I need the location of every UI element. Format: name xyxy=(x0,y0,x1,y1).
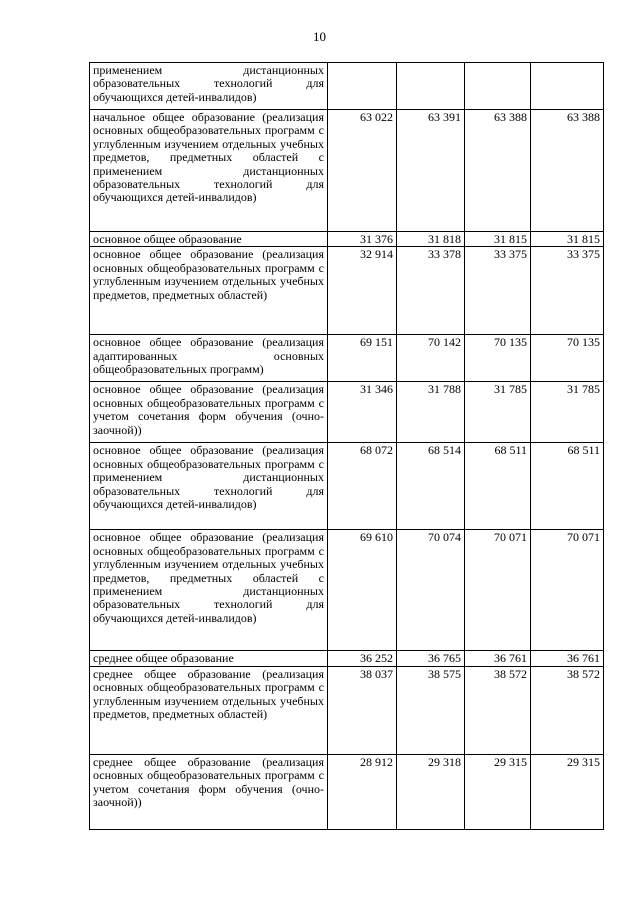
value-cell: 33 378 xyxy=(397,247,465,335)
value-cell: 28 912 xyxy=(328,754,397,829)
value-cell: 38 572 xyxy=(465,666,531,754)
value-cell xyxy=(397,63,465,110)
value-cell: 31 785 xyxy=(531,382,604,443)
value-cell: 31 376 xyxy=(328,232,397,247)
table-row xyxy=(90,651,604,666)
row-description: применением дистанционных образовательных технологий для обучающихся детей-инвалидов) xyxy=(90,63,328,110)
value-cell: 70 135 xyxy=(531,335,604,382)
value-cell: 31 815 xyxy=(531,232,604,247)
value-cell: 38 575 xyxy=(397,666,465,754)
value-cell: 31 346 xyxy=(328,382,397,443)
value-cell: 70 074 xyxy=(397,530,465,651)
value-cell: 70 071 xyxy=(531,530,604,651)
page-number: 10 xyxy=(313,29,326,44)
value-cell: 31 815 xyxy=(465,232,531,247)
value-cell: 68 514 xyxy=(397,443,465,530)
row-description: основное общее образование (реализация адаптированных основных общеобразовательных программ) xyxy=(90,335,328,382)
value-cell xyxy=(531,63,604,110)
cost-table xyxy=(89,62,604,830)
value-cell: 68 072 xyxy=(328,443,397,530)
value-cell xyxy=(465,63,531,110)
value-cell: 31 818 xyxy=(397,232,465,247)
value-cell: 68 511 xyxy=(531,443,604,530)
value-cell: 33 375 xyxy=(531,247,604,335)
table-row xyxy=(90,666,604,754)
value-cell: 69 610 xyxy=(328,530,397,651)
row-description: среднее общее образование xyxy=(90,651,328,666)
value-cell: 36 761 xyxy=(465,651,531,666)
value-cell: 29 315 xyxy=(465,754,531,829)
value-cell: 63 388 xyxy=(465,110,531,232)
table-row xyxy=(90,63,604,110)
value-cell: 69 151 xyxy=(328,335,397,382)
value-cell: 70 135 xyxy=(465,335,531,382)
value-cell: 38 037 xyxy=(328,666,397,754)
table-row xyxy=(90,232,604,247)
value-cell: 33 375 xyxy=(465,247,531,335)
row-description: основное общее образование xyxy=(90,232,328,247)
row-description: среднее общее образование (реализация основных общеобразовательных программ с углубленным изучением отдельных учебных предметов, предметных областей) xyxy=(90,666,328,754)
row-description: основное общее образование (реализация основных общеобразовательных программ с углубленным изучением отдельных учебных предметов, предметных областей) xyxy=(90,247,328,335)
row-description: основное общее образование (реализация основных общеобразовательных программ с применением дистанционных образовательных технологий для обучающихся детей-инвалидов) xyxy=(90,443,328,530)
table-row xyxy=(90,335,604,382)
value-cell: 29 315 xyxy=(531,754,604,829)
value-cell: 63 388 xyxy=(531,110,604,232)
value-cell: 70 071 xyxy=(465,530,531,651)
table-row xyxy=(90,110,604,232)
table-row xyxy=(90,247,604,335)
value-cell: 68 511 xyxy=(465,443,531,530)
row-description: основное общее образование (реализация основных общеобразовательных программ с учетом сочетания форм обучения (очно-заочной)) xyxy=(90,382,328,443)
value-cell: 63 391 xyxy=(397,110,465,232)
table-row xyxy=(90,382,604,443)
value-cell: 63 022 xyxy=(328,110,397,232)
row-description: среднее общее образование (реализация основных общеобразовательных программ с учетом сочетания форм обучения (очно-заочной)) xyxy=(90,754,328,829)
value-cell: 36 765 xyxy=(397,651,465,666)
value-cell xyxy=(328,63,397,110)
value-cell: 36 761 xyxy=(531,651,604,666)
value-cell: 70 142 xyxy=(397,335,465,382)
value-cell: 32 914 xyxy=(328,247,397,335)
row-description: начальное общее образование (реализация основных общеобразовательных программ с углубленным изучением отдельных учебных предметов, предметных областей с применением дистанционных образовательных технологий для обучающихся детей-инвалидов) xyxy=(90,110,328,232)
value-cell: 31 785 xyxy=(465,382,531,443)
table-row xyxy=(90,530,604,651)
table-row xyxy=(90,443,604,530)
value-cell: 38 572 xyxy=(531,666,604,754)
row-description: основное общее образование (реализация основных общеобразовательных программ с углубленным изучением отдельных учебных предметов, предметных областей с применением дистанционных образовательных технологий для обучающихся детей-инвалидов) xyxy=(90,530,328,651)
value-cell: 31 788 xyxy=(397,382,465,443)
value-cell: 36 252 xyxy=(328,651,397,666)
table-row xyxy=(90,754,604,829)
value-cell: 29 318 xyxy=(397,754,465,829)
